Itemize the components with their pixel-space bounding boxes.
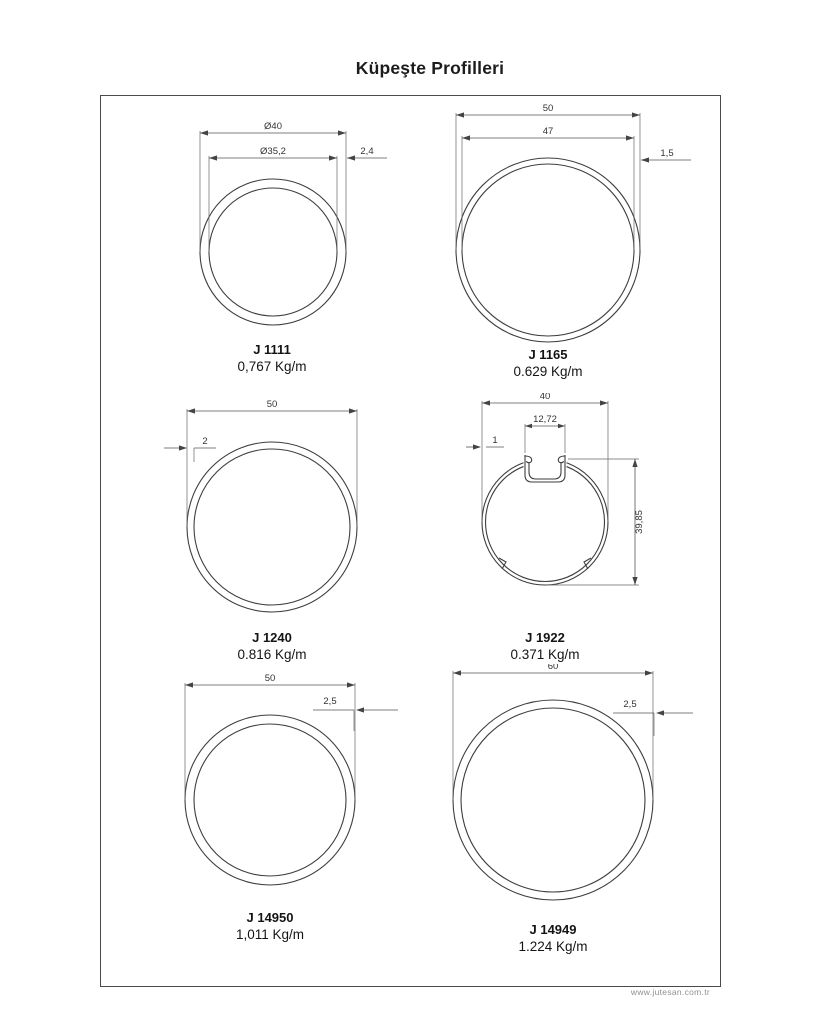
profile-code: J 1922 <box>525 630 565 645</box>
dim-outer-label: 50 <box>266 400 278 410</box>
dim-wall-thickness <box>164 436 216 462</box>
profile-code: J 14950 <box>246 910 294 925</box>
profile-code: J 1111 <box>253 342 291 357</box>
inner-circle <box>461 708 645 892</box>
profile-caption-j1922 <box>465 629 625 664</box>
inner-notches <box>499 558 591 569</box>
profile-weight: 0.816 Kg/m <box>237 647 307 662</box>
outer-circle <box>456 158 640 342</box>
dim-outer-label: Ø40 <box>264 121 282 132</box>
dim-wall-label: 2 <box>202 436 208 447</box>
dim-inner-diameter <box>209 146 337 252</box>
dim-outer-diameter <box>187 400 357 527</box>
dim-wall-label: 2,5 <box>623 699 637 710</box>
inner-circle <box>462 164 634 336</box>
outer-circle <box>482 459 608 585</box>
dim-slot-width <box>525 414 565 453</box>
profile-drawing-j1165 <box>443 103 698 353</box>
dim-outer-label: 50 <box>542 103 554 114</box>
dim-outer-label: 40 <box>539 393 551 402</box>
profile-drawing-j14950 <box>158 673 403 898</box>
profile-weight: 1,011 Kg/m <box>235 927 305 942</box>
profile-caption-j14949 <box>473 921 633 956</box>
profile-caption-j1111 <box>192 341 352 376</box>
dim-outer-label: 50 <box>264 673 276 684</box>
dim-wall-label: 2,4 <box>360 146 374 157</box>
dim-inner-label: Ø35,2 <box>260 146 286 157</box>
outer-circle <box>185 715 355 885</box>
profile-code: J 1240 <box>252 630 292 645</box>
profile-weight: 0.371 Kg/m <box>510 647 580 662</box>
dim-wall-label: 1 <box>492 435 498 446</box>
inner-circle <box>194 724 346 876</box>
dim-inner-label: 47 <box>542 126 554 137</box>
dim-wall-thickness <box>347 146 387 161</box>
dim-outer-diameter <box>200 121 346 252</box>
dim-wall-label: 2,5 <box>323 696 337 707</box>
outer-circle <box>187 442 357 612</box>
profile-caption-j14950 <box>190 909 350 944</box>
website-url: www.jutesan.com.tr <box>630 987 710 997</box>
profile-code: J 1165 <box>528 347 568 362</box>
inner-circle <box>209 188 337 316</box>
page-title: Küpeşte Profilleri <box>355 58 505 78</box>
dim-outer-label: 60 <box>547 664 559 672</box>
dim-height-label: 39,85 <box>634 510 645 534</box>
outer-circle <box>453 700 653 900</box>
inner-circle <box>194 449 350 605</box>
dim-slot-label: 12,72 <box>533 414 557 425</box>
dim-wall-thickness <box>313 696 398 731</box>
profile-drawing-j1111 <box>183 112 388 347</box>
profile-weight: 0,767 Kg/m <box>237 359 307 374</box>
profile-drawing-j1240 <box>158 400 393 620</box>
dim-wall-thickness <box>466 435 504 450</box>
dim-outer-diameter <box>185 673 355 800</box>
profile-code: J 14949 <box>529 922 577 937</box>
dim-outer-diameter <box>453 664 653 800</box>
outer-circle <box>200 179 346 325</box>
profile-drawing-j1922 <box>458 393 673 623</box>
profile-caption-j1165 <box>468 346 628 381</box>
profile-caption-j1240 <box>192 629 352 664</box>
inner-circle <box>486 463 605 582</box>
dim-wall-thickness <box>641 148 691 163</box>
dim-height <box>547 459 645 585</box>
profile-drawing-j14949 <box>443 664 698 914</box>
dim-wall-label: 1,5 <box>660 148 674 159</box>
profile-weight: 1.224 Kg/m <box>518 939 588 954</box>
profile-weight: 0.629 Kg/m <box>513 364 583 379</box>
slot-mask <box>524 451 567 470</box>
